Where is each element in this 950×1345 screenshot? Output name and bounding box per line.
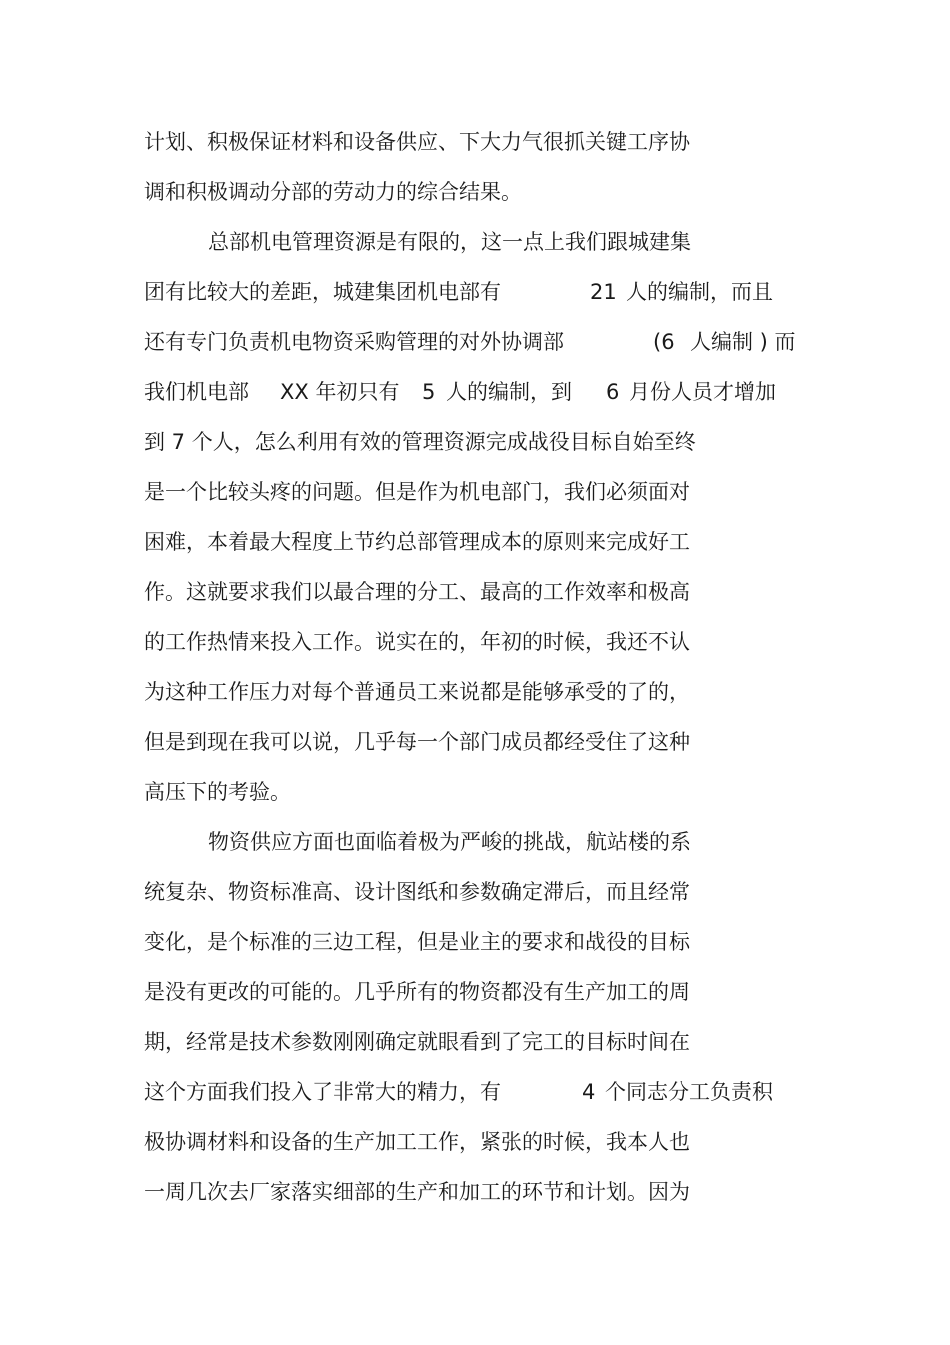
- text-segment: 4: [582, 1080, 596, 1104]
- text-line: [0, 272, 950, 312]
- text-segment: 人的编制，而且: [626, 280, 773, 304]
- text-segment: 总部机电管理资源是有限的，这一点上我们跟城建集: [208, 230, 691, 254]
- text-segment: 高压下的考验。: [144, 780, 291, 804]
- text-line: [0, 472, 950, 512]
- text-segment: 困难，本着最大程度上节约总部管理成本的原则来完成好工: [144, 530, 690, 554]
- text-line: [0, 422, 950, 462]
- text-segment: 调和积极调动分部的劳动力的综合结果。: [144, 180, 522, 204]
- text-segment: 到 7 个人，怎么利用有效的管理资源完成战役目标自始至终: [144, 430, 696, 454]
- text-line: [0, 1172, 950, 1212]
- text-segment: 人编制 ) 而: [690, 330, 796, 354]
- text-line: [0, 322, 950, 362]
- text-segment: 但是到现在我可以说，几乎每一个部门成员都经受住了这种: [144, 730, 690, 754]
- text-line: [0, 1072, 950, 1112]
- text-line: [0, 222, 950, 262]
- text-segment: 是没有更改的可能的。几乎所有的物资都没有生产加工的周: [144, 980, 690, 1004]
- text-segment: 一周几次去厂家落实细部的生产和加工的环节和计划。因为: [144, 1180, 690, 1204]
- text-segment: 统复杂、物资标准高、设计图纸和参数确定滞后，而且经常: [144, 880, 690, 904]
- text-line: [0, 1122, 950, 1162]
- text-segment: 的工作热情来投入工作。说实在的，年初的时候，我还不认: [144, 630, 690, 654]
- text-line: [0, 572, 950, 612]
- text-line: [0, 122, 950, 162]
- text-segment: 我们机电部: [144, 380, 249, 404]
- text-segment: 月份人员才增加: [629, 380, 776, 404]
- text-segment: XX 年初只有: [280, 380, 400, 404]
- text-line: [0, 822, 950, 862]
- text-line: [0, 522, 950, 562]
- text-line: [0, 772, 950, 812]
- text-segment: 极协调材料和设备的生产加工工作，紧张的时候，我本人也: [144, 1130, 690, 1154]
- text-segment: 人的编制，到: [446, 380, 572, 404]
- text-segment: 是一个比较头疼的问题。但是作为机电部门，我们必须面对: [144, 480, 690, 504]
- text-segment: 6: [606, 380, 620, 404]
- text-segment: 为这种工作压力对每个普通员工来说都是能够承受的了的，: [144, 680, 690, 704]
- text-line: [0, 372, 950, 412]
- text-segment: 这个方面我们投入了非常大的精力，有: [144, 1080, 501, 1104]
- text-line: [0, 172, 950, 212]
- text-line: [0, 872, 950, 912]
- text-segment: 团有比较大的差距，城建集团机电部有: [144, 280, 501, 304]
- text-segment: 5: [422, 380, 436, 404]
- text-segment: 还有专门负责机电物资采购管理的对外协调部: [144, 330, 564, 354]
- text-line: [0, 622, 950, 662]
- text-segment: 变化，是个标准的三边工程，但是业主的要求和战役的目标: [144, 930, 690, 954]
- text-line: [0, 972, 950, 1012]
- text-line: [0, 672, 950, 712]
- text-segment: 个同志分工负责积: [605, 1080, 773, 1104]
- text-line: [0, 1022, 950, 1062]
- text-line: [0, 922, 950, 962]
- text-segment: 物资供应方面也面临着极为严峻的挑战，航站楼的系: [208, 830, 691, 854]
- text-segment: 作。这就要求我们以最合理的分工、最高的工作效率和极高: [144, 580, 690, 604]
- text-segment: 计划、积极保证材料和设备供应、下大力气很抓关键工序协: [144, 130, 690, 154]
- text-segment: (6: [653, 330, 675, 354]
- text-segment: 21: [590, 280, 617, 304]
- text-line: [0, 722, 950, 762]
- text-segment: 期，经常是技术参数刚刚确定就眼看到了完工的目标时间在: [144, 1030, 690, 1054]
